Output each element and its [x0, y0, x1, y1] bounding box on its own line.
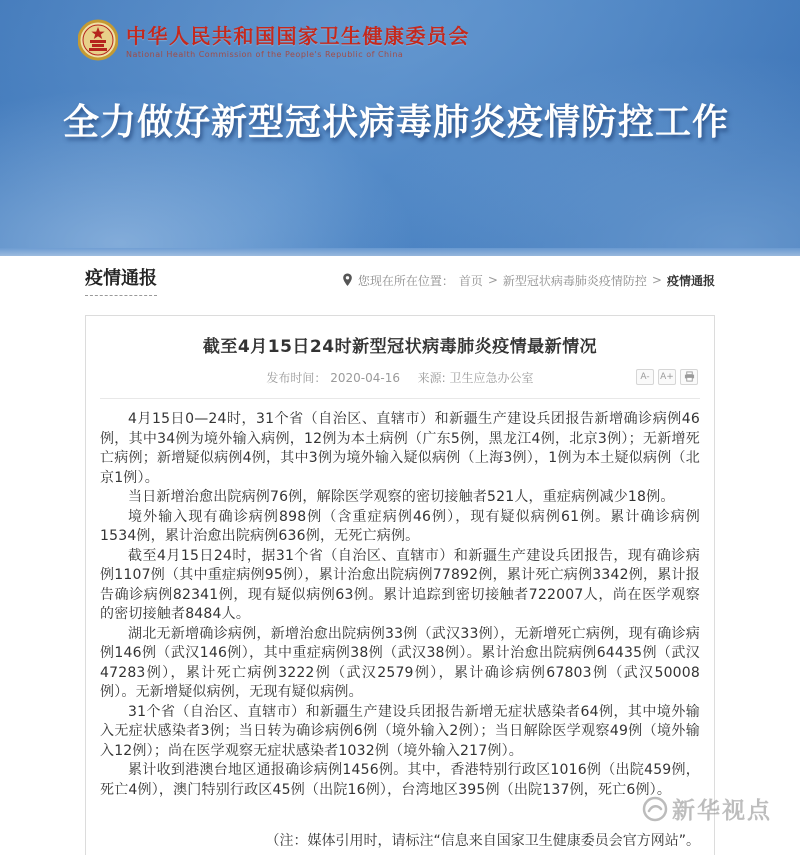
breadcrumb-separator: >	[487, 273, 498, 287]
source-value: 卫生应急办公室	[449, 371, 534, 385]
font-smaller-button[interactable]: A-	[636, 369, 654, 385]
article-note: （注：媒体引用时，请标注“信息来自国家卫生健康委员会官方网站”。	[265, 833, 700, 849]
site-name-block	[126, 18, 470, 59]
watermark-text: 新华视点	[672, 798, 772, 824]
article-paragraph: 累计收到港澳台地区通报确诊病例1456例。其中，香港特别行政区1016例（出院459例，死亡4例），澳门特别行政区45例（出院16例），台湾地区395例（出院137例，死亡6例）。	[100, 762, 700, 798]
article-paragraph: 当日新增治愈出院病例76例，解除医学观察的密切接触者521人，重症病例减少18例。	[128, 489, 675, 505]
article-body	[100, 410, 700, 800]
printer-icon	[684, 371, 695, 382]
breadcrumb-prefix: 您现在所在位置：	[357, 273, 454, 288]
article-title: 截至4月15日24时新型冠状病毒肺炎疫情最新情况	[202, 337, 598, 357]
meta-divider	[100, 398, 700, 399]
site-name-en: National Health Commission of the People's Republic of China	[126, 50, 404, 59]
national-emblem-icon	[78, 18, 118, 64]
breadcrumb-home[interactable]: 首页	[458, 273, 483, 288]
banner-bottom-edge	[0, 248, 800, 256]
article-container	[85, 315, 715, 855]
article-paragraph: 截至4月15日24时，据31个省（自治区、直辖市）和新疆生产建设兵团报告，现有确诊病例1107例（其中重症病例95例），累计治愈出院病例77892例，累计死亡病例3342例，累计报告确诊病例82341例，现有疑似病例63例。累计追踪到密切接触者722007人，尚在医学观察的密切接触者8484人。	[100, 547, 700, 622]
article-paragraph: 4月15日0—24时，31个省（自治区、直辖市）和新疆生产建设兵团报告新增确诊病例46例，其中34例为境外输入病例，12例为本土病例（广东5例，黑龙江4例，北京3例）；无新增死亡病例；新增疑似病例4例，其中3例为境外输入疑似病例（上海3例），1例为本土疑似病例（北京1例）。	[100, 411, 700, 486]
font-larger-button[interactable]: A+	[658, 369, 676, 385]
site-logo-link[interactable]	[78, 18, 470, 64]
article-meta-row	[100, 369, 700, 389]
location-pin-icon	[342, 273, 353, 287]
publish-date: 2020-04-16	[330, 371, 401, 385]
top-banner	[0, 0, 800, 256]
article-paragraph: 境外输入现有确诊病例898例（含重症病例46例），现有疑似病例61例。累计确诊病例1534例，累计治愈出院病例636例，无死亡病例。	[100, 508, 700, 544]
banner-slogan: 全力做好新型冠状病毒肺炎疫情防控工作	[63, 102, 730, 143]
publish-time-label: 发布时间：	[266, 371, 327, 385]
section-title: 疫情通报	[85, 264, 157, 296]
breadcrumb-covid-section[interactable]: 新型冠状病毒肺炎疫情防控	[502, 273, 647, 288]
site-name-cn: 中华人民共和国国家卫生健康委员会	[126, 24, 470, 48]
breadcrumb-separator: >	[651, 273, 662, 287]
source-label: 来源:	[417, 371, 446, 385]
print-button[interactable]	[680, 369, 698, 385]
breadcrumb-current[interactable]: 疫情通报	[666, 273, 715, 288]
article-paragraph: 湖北无新增确诊病例，新增治愈出院病例33例（武汉33例），无新增死亡病例，现有确诊病例146例（武汉146例），其中重症病例38例（武汉38例）。累计治愈出院病例64435例（武汉47283例），累计死亡病例3222例（武汉2579例），累计确诊病例67803例（武汉50008例）。无新增疑似病例，无现有疑似病例。	[100, 625, 700, 700]
section-nav-row	[85, 258, 715, 302]
breadcrumb	[342, 272, 715, 289]
article-paragraph: 31个省（自治区、直辖市）和新疆生产建设兵团报告新增无症状感染者64例，其中境外输入无症状感染者3例；当日转为确诊病例6例（境外输入2例）；当日解除医学观察49例（境外输入12例）；尚在医学观察无症状感染者1032例（境外输入217例）。	[100, 703, 700, 759]
article-toolbar	[636, 369, 698, 385]
